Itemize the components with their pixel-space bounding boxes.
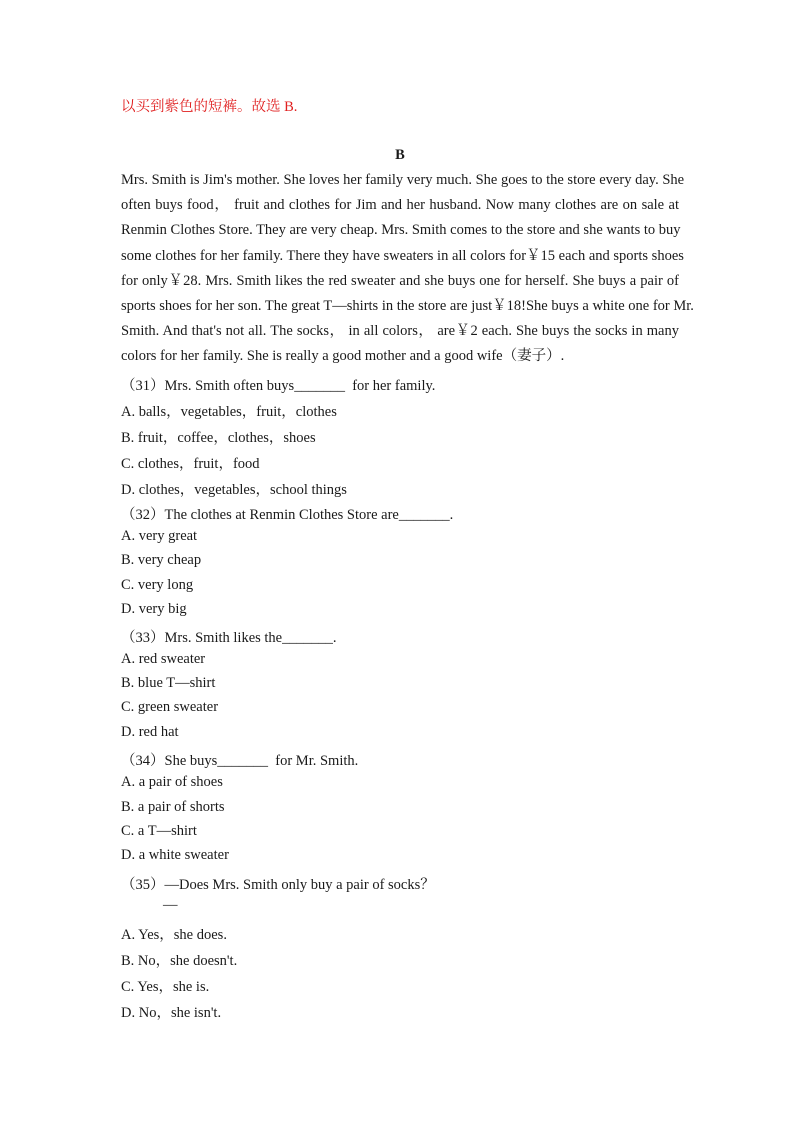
passage-line: Mrs. Smith is Jim's mother. She loves her family very much. She goes to the store every day. She	[121, 172, 685, 188]
option-d: D. a white sweater	[121, 847, 229, 863]
reading-passage	[121, 168, 694, 370]
passage-line: colors for her family. She is really a good mother and a good wife（妻子）.	[121, 348, 565, 365]
passage-line: for only￥28. Mrs. Smith likes the red sweater and she buys one for herself. She buys a pair of	[121, 272, 679, 289]
option-d: D. red hat	[121, 724, 179, 740]
option-b: B. blue T—shirt	[121, 675, 216, 691]
option-c: C. Yes，she is.	[121, 979, 210, 995]
passage-line: some clothes for her family. There they have sweaters in all colors for￥15 each and sports shoes	[121, 247, 684, 264]
option-c: C. a T—shirt	[121, 823, 197, 839]
option-a: A. Yes，she does.	[121, 927, 227, 943]
option-b: B. No，she doesn't.	[121, 953, 238, 969]
option-a: A. red sweater	[121, 651, 206, 667]
option-b: B. very cheap	[121, 552, 202, 568]
option-c: C. clothes，fruit，food	[121, 456, 260, 472]
question-stem: （35）—Does Mrs. Smith only buy a pair of socks？	[121, 877, 435, 893]
option-d: D. clothes，vegetables，school things	[121, 482, 347, 498]
passage-line: often buys food， fruit and clothes for Jim and her husband. Now many clothes are on sale at	[121, 197, 679, 214]
question-stem: （31）Mrs. Smith often buys_______ for her family.	[121, 378, 436, 394]
passage-line: Renmin Clothes Store. They are very cheap. Mrs. Smith comes to the store and she wants to buy	[121, 222, 681, 239]
option-a: A. balls，vegetables，fruit，clothes	[121, 404, 337, 420]
answer-explanation: 以买到紫色的短裤。故选 B.	[121, 99, 298, 115]
answer-dash: —	[163, 897, 178, 913]
option-b: B. a pair of shorts	[121, 799, 225, 815]
option-d: D. very big	[121, 601, 187, 617]
option-c: C. very long	[121, 577, 194, 593]
passage-line: sports shoes for her son. The great T—shirts in the store are just￥18!She buys a white one for Mr.	[121, 297, 694, 314]
question-stem: （33）Mrs. Smith likes the_______.	[121, 630, 337, 646]
section-heading: B	[395, 147, 405, 163]
question-stem: （34）She buys_______ for Mr. Smith.	[121, 753, 359, 769]
option-b: B. fruit，coffee，clothes，shoes	[121, 430, 316, 446]
question-stem: （32）The clothes at Renmin Clothes Store are_______.	[121, 507, 454, 523]
passage-line: Smith. And that's not all. The socks， in all colors， are￥2 each. She buys the socks in many	[121, 323, 679, 340]
option-a: A. very great	[121, 528, 198, 544]
option-a: A. a pair of shoes	[121, 774, 223, 790]
option-c: C. green sweater	[121, 699, 219, 715]
option-d: D. No，she isn't.	[121, 1005, 222, 1021]
